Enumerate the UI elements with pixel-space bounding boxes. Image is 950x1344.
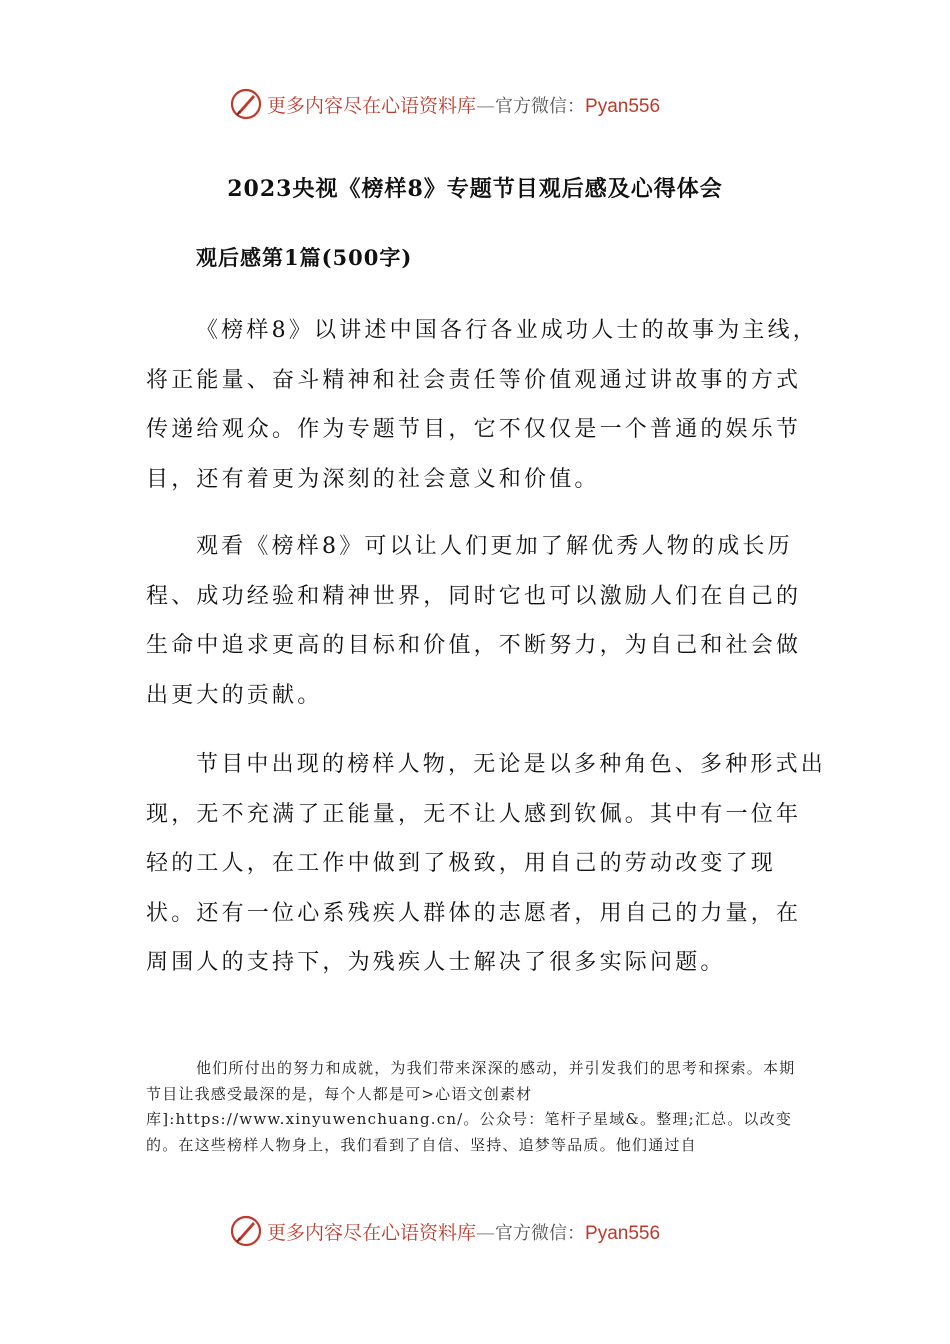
- paragraph-1: 《榜样8》以讲述中国各行各业成功人士的故事为主线，将正能量、奋斗精神和社会责任等价值观通过讲故事的方式传递给观众。作为专题节目，它不仅仅是一个普通的娱乐节目，还有着更为深刻的社会意义和价值。: [146, 318, 818, 492]
- section-subtitle: 观后感第1篇(500字): [196, 245, 413, 270]
- quill-logo-icon: [229, 87, 263, 121]
- banner-dash: —: [476, 1221, 496, 1244]
- banner-main-text: 更多内容尽在心语资料库: [267, 94, 477, 117]
- header-banner: [0, 84, 950, 124]
- banner-main-text: 更多内容尽在心语资料库: [267, 1221, 477, 1244]
- banner-dash: —: [476, 94, 496, 117]
- paragraph-3: 节目中出现的榜样人物，无论是以多种角色、多种形式出现，无不充满了正能量，无不让人感到钦佩。其中有一位年轻的工人，在工作中做到了极致，用自己的劳动改变了现状。还有一位心系残疾人群体的志愿者，用自己的力量，在周围人的支持下，为残疾人士解决了很多实际问题。: [146, 752, 827, 975]
- banner-text: [267, 1218, 660, 1245]
- small-paragraph: 他们所付出的努力和成就，为我们带来深深的感动，并引发我们的思考和探索。本期节目让我感受最深的是，每个人都是可>心语文创素材库]:https://www.xinyuwenchuang.cn/。公众号：笔杆子星域&。整理;汇总。以改变的。在这些榜样人物身上，我们看到了自信、坚持、追梦等品质。他们通过自: [146, 1059, 796, 1154]
- quill-logo-icon: [229, 1214, 263, 1248]
- banner-wechat-id: Pyan556: [585, 95, 661, 117]
- document-title: 2023央视《榜样8》专题节目观后感及心得体会: [227, 176, 723, 202]
- banner-text: [267, 91, 660, 118]
- banner-wechat-id: Pyan556: [585, 1222, 661, 1244]
- banner-wechat-label: 官方微信：: [495, 95, 586, 117]
- paragraph-2: 观看《榜样8》可以让人们更加了解优秀人物的成长历程、成功经验和精神世界，同时它也可以激励人们在自己的生命中追求更高的目标和价值，不断努力，为自己和社会做出更大的贡献。: [146, 534, 802, 708]
- banner-wechat-label: 官方微信：: [495, 1222, 586, 1244]
- footer-banner: [0, 1211, 950, 1251]
